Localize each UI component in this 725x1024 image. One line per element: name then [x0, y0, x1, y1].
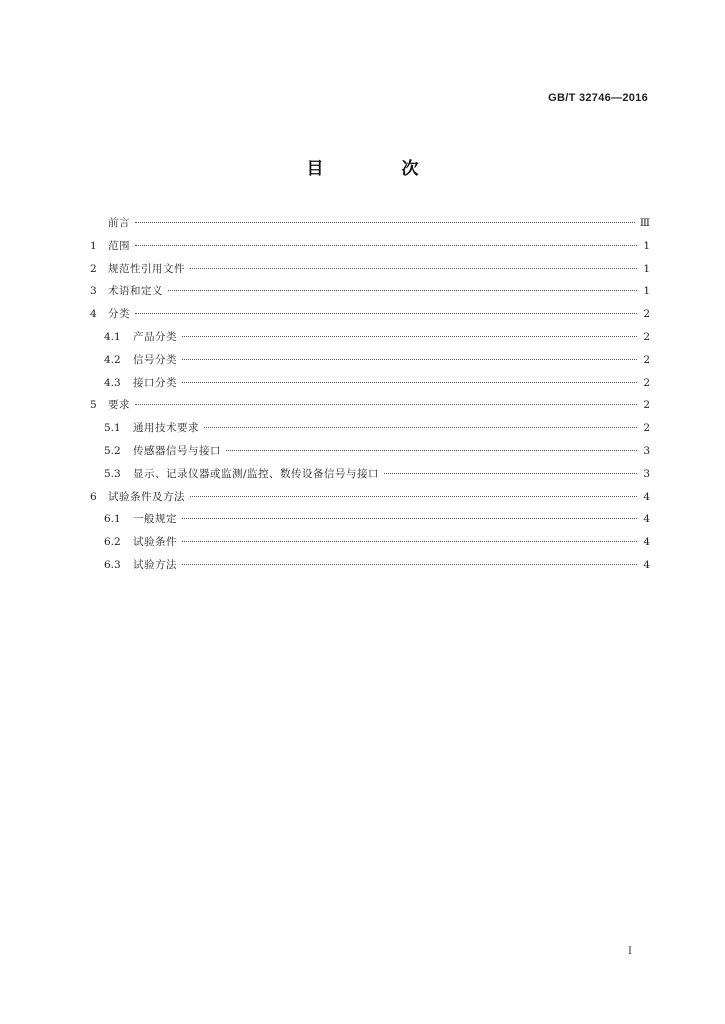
toc-entry-page: 4	[643, 536, 650, 549]
toc-entry[interactable]	[90, 235, 650, 258]
toc-leader-dots	[182, 564, 637, 565]
toc-entry-page: 4	[643, 558, 650, 571]
toc-leader-dots	[135, 404, 637, 405]
toc-entry-title: 信号分类	[133, 353, 177, 366]
toc-entry-page: 2	[643, 376, 650, 389]
toc-entry-number: 6	[90, 490, 97, 503]
toc-entry-page: 2	[643, 330, 650, 343]
toc-entry-number: 4.1	[104, 330, 121, 343]
toc-entry-number: 6.3	[104, 558, 121, 571]
toc-entry-title: 规范性引用文件	[108, 262, 185, 275]
toc-entry[interactable]	[90, 508, 650, 531]
table-of-contents	[90, 212, 650, 577]
toc-entry-page: 4	[643, 513, 650, 526]
toc-entry-page: 3	[643, 467, 650, 480]
toc-entry-number: 5.3	[104, 467, 121, 480]
toc-entry[interactable]	[90, 372, 650, 395]
toc-entry-number: 5.1	[104, 422, 121, 435]
toc-entry-number: 6.2	[104, 536, 121, 549]
toc-entry[interactable]	[90, 554, 650, 577]
toc-leader-dots	[182, 336, 637, 337]
toc-entry[interactable]	[90, 303, 650, 326]
toc-leader-dots	[168, 290, 637, 291]
toc-leader-dots	[384, 473, 637, 474]
toc-entry-title: 术语和定义	[108, 285, 163, 298]
toc-entry[interactable]	[90, 394, 650, 417]
toc-entry-number: 5.2	[104, 444, 121, 457]
toc-entry-title: 通用技术要求	[133, 422, 199, 435]
toc-entry[interactable]	[90, 531, 650, 554]
toc-entry[interactable]	[90, 417, 650, 440]
standard-number: GB/T 32746—2016	[548, 92, 648, 104]
toc-entry-page: 1	[643, 262, 650, 275]
toc-entry-title: 前言	[108, 217, 130, 229]
toc-entry-number: 1	[90, 239, 97, 252]
toc-entry-page: 2	[643, 422, 650, 435]
toc-entry-number: 4.2	[104, 353, 121, 366]
toc-entry-page: 1	[643, 285, 650, 298]
toc-leader-dots	[182, 518, 637, 519]
toc-entry[interactable]	[90, 326, 650, 349]
toc-entry[interactable]	[90, 486, 650, 509]
toc-entry-number: 4	[90, 308, 97, 321]
toc-entry[interactable]	[90, 440, 650, 463]
toc-entry-title: 传感器信号与接口	[133, 444, 221, 457]
toc-entry-number: 2	[90, 262, 97, 275]
toc-leader-dots	[182, 359, 637, 360]
toc-entry[interactable]	[90, 258, 650, 281]
toc-leader-dots	[190, 268, 637, 269]
toc-entry-page: 4	[643, 490, 650, 503]
toc-entry-title: 显示、记录仪器或监测/监控、数传设备信号与接口	[133, 467, 380, 480]
toc-entry-number: 5	[90, 399, 97, 412]
toc-entry[interactable]	[90, 349, 650, 372]
toc-leader-dots	[226, 450, 637, 451]
toc-leader-dots	[190, 496, 637, 497]
toc-entry-title: 一般规定	[133, 513, 177, 526]
toc-entry-number: 3	[90, 285, 97, 298]
toc-entry-title: 产品分类	[133, 330, 177, 343]
toc-entry-page: 2	[643, 399, 650, 412]
toc-entry[interactable]	[90, 463, 650, 486]
toc-entry-number: 4.3	[104, 376, 121, 389]
toc-entry[interactable]	[90, 212, 650, 235]
toc-entry[interactable]	[90, 280, 650, 303]
toc-entry-page: Ⅲ	[639, 217, 650, 229]
page-number: I	[628, 946, 632, 957]
toc-leader-dots	[135, 222, 635, 223]
page-title: 目 次	[306, 159, 455, 179]
toc-leader-dots	[204, 427, 637, 428]
toc-entry-title: 范围	[108, 239, 130, 252]
toc-entry-page: 1	[643, 239, 650, 252]
toc-leader-dots	[182, 541, 637, 542]
toc-entry-title: 试验条件及方法	[108, 490, 185, 503]
toc-entry-title: 分类	[108, 308, 130, 321]
toc-entry-title: 试验方法	[133, 558, 177, 571]
toc-entry-number: 6.1	[104, 513, 121, 526]
toc-entry-page: 2	[643, 353, 650, 366]
toc-entry-title: 接口分类	[133, 376, 177, 389]
toc-entry-page: 2	[643, 308, 650, 321]
toc-entry-title: 要求	[108, 399, 130, 412]
toc-leader-dots	[135, 245, 637, 246]
toc-leader-dots	[135, 313, 637, 314]
toc-entry-title: 试验条件	[133, 536, 177, 549]
toc-leader-dots	[182, 382, 637, 383]
toc-entry-page: 3	[643, 444, 650, 457]
